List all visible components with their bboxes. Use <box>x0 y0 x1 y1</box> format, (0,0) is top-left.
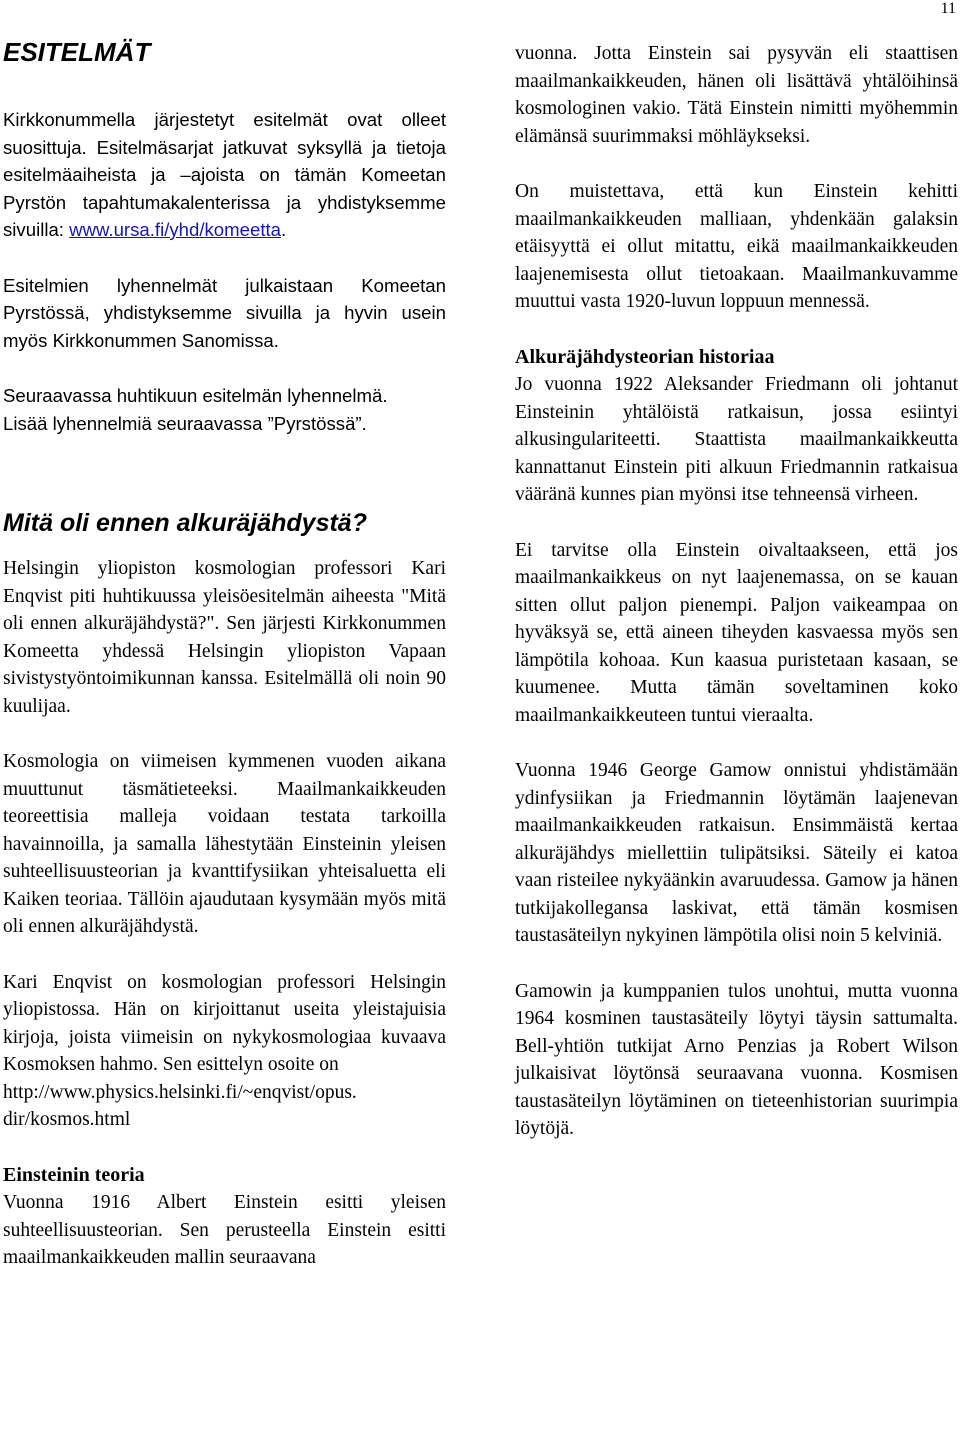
einstein-paragraph: Vuonna 1916 Albert Einstein esitti yleisen suhteellisuusteorian. Sen perusteella Einstein esitti maailmankaikkeuden mallin seuraavana <box>3 1192 446 1268</box>
club-website-link[interactable]: www.ursa.fi/yhd/komeetta <box>69 219 281 240</box>
cosmology-paragraph: Kosmologia on viimeisen kymmenen vuoden aikana muuttunut täsmätieteeksi. Maailmankaikkeuden teoreettisia malleja voidaan testata tarkoilla havainnoilla, ja samalla lähestytään Einsteinin yleisen suhteellisuusteorian ja kvanttifysiikan yhteisaluetta eli Kaiken teoriaa. Tällöin ajaudutaan kysymään myös mitä oli ennen alkuräjähdystä. <box>3 751 446 937</box>
intro-end: . <box>281 219 287 240</box>
summaries-paragraph: Esitelmien lyhennelmät julkaistaan Komeetan Pyrstössä, yhdistyksemme sivuilla ja hyvin usein myös Kirkkonummen Sanomissa. <box>3 274 446 351</box>
right-column <box>515 36 958 1143</box>
galaxy-distance-paragraph: On muistettava, että kun Einstein kehitti maailmankaikkeuden malliaan, yhdenkään galaksin etäisyyttä ei ollut mitattu, eikä maailmankaikkeuden laajenemisesta ollut tietoakaan. Maailmankuvamme muuttui vasta 1920-luvun loppuun mennessä. <box>515 181 958 312</box>
intro-text: Kirkkonummella järjestetyt esitelmät ovat olleet suosittuja. Esitelmäsarjat jatkuvat syksyllä ja tietoja esitelmäaiheista ja –ajoista on tämän Komeetan Pyrstön tapahtumakalenterissa ja yhdistyksemme sivuilla: <box>3 109 446 240</box>
friedmann-paragraph: Jo vuonna 1922 Aleksander Friedmann oli johtanut Einsteinin yhtälöistä ratkaisun, jossa esiintyi alkusingulariteetti. Staattista maailmankaikkeutta kannattanut Einstein piti alkuun Friedmannin ratkaisua vääränä kunnes pian myönsi itse tehneensä virheen. <box>515 374 958 505</box>
lecture-heading: Mitä oli ennen alkuräjähdystä? <box>3 509 367 537</box>
next-summary-line: Seuraavassa huhtikuun esitelmän lyhennelmä. <box>3 385 388 406</box>
author-url-line-2: dir/kosmos.html <box>3 1109 131 1130</box>
section-title: ESITELMÄT <box>3 37 151 67</box>
gamow-paragraph: Vuonna 1946 George Gamow onnistui yhdistämään ydinfysiikan ja Friedmannin löytämän laajenevan maailmankaikkeuden ratkaisun. Ensimmäistä kertaa alkuräjähdys miellettiin tulipätsiksi. Säteily ei katoa vaan risteilee nykyäänkin avaruudessa. Gamow ja hänen tutkijakollegansa laskivat, että tämän kosmisen taustasäteilyn nykyinen lämpötila olisi noin 5 kelviniä. <box>515 760 958 946</box>
more-summaries-line: Lisää lyhennelmiä seuraavassa ”Pyrstössä”. <box>3 412 367 434</box>
background-radiation-paragraph: Gamowin ja kumppanien tulos unohtui, mutta vuonna 1964 kosminen taustasäteily löytyi täysin sattumalta. Bell-yhtiön tutkijat Arno Penzias ja Robert Wilson julkaisivat löytönsä seuraavana vuonna. Kosmisen taustasäteilyn löytäminen on tieteenhistorian suurimpia löytöjä. <box>515 980 958 1139</box>
einstein-heading: Einsteinin teoria <box>3 1163 145 1186</box>
einstein-continued-paragraph: vuonna. Jotta Einstein sai pysyvän eli staattisen maailmankaikkeuden, hänen oli lisättävä yhtälöihinsä kosmologinen vakio. Tätä Einstein nimitti myöhemmin elämänsä suurimmaksi möhläykseksi. <box>515 43 958 147</box>
left-column <box>3 36 446 1272</box>
lecture-paragraph: Helsingin yliopiston kosmologian professori Kari Enqvist piti huhtikuussa yleisöesitelmän aiheesta "Mitä oli ennen alkuräjähdystä?". Sen järjesti Kirkkonummen Komeetta yhdessä Helsingin yliopiston Vapaan sivistystyöntoimikunnan kanssa. Esitelmällä oli noin 90 kuulijaa. <box>3 558 446 717</box>
history-heading: Alkuräjähdysteorian historiaa <box>515 345 775 368</box>
author-paragraph: Kari Enqvist on kosmologian professori Helsingin yliopistossa. Hän on kirjoittanut useita yleistajuisia kirjoja, joista viimeisin on nykykosmologiaa kuvaava Kosmoksen hahmo. Sen esittelyn osoite on <box>3 971 446 1075</box>
intro-paragraph <box>3 106 446 244</box>
author-url-line-1: http://www.physics.helsinki.fi/~enqvist/opus. <box>3 1081 357 1103</box>
page-number: 11 <box>940 0 956 17</box>
density-temperature-paragraph: Ei tarvitse olla Einstein oivaltaakseen, että jos maailmankaikkeus on nyt laajenemassa, on se kauan sitten ollut paljon pienempi. Paljon vaikeampaa on hyväksyä se, että aineen tiheyden kasvaessa myös sen lämpötila kohoaa. Kun kaasua puristetaan kasaan, se kuumenee. Mutta tämän soveltaminen koko maailmankaikkeuteen tuntui vieraalta. <box>515 539 958 726</box>
